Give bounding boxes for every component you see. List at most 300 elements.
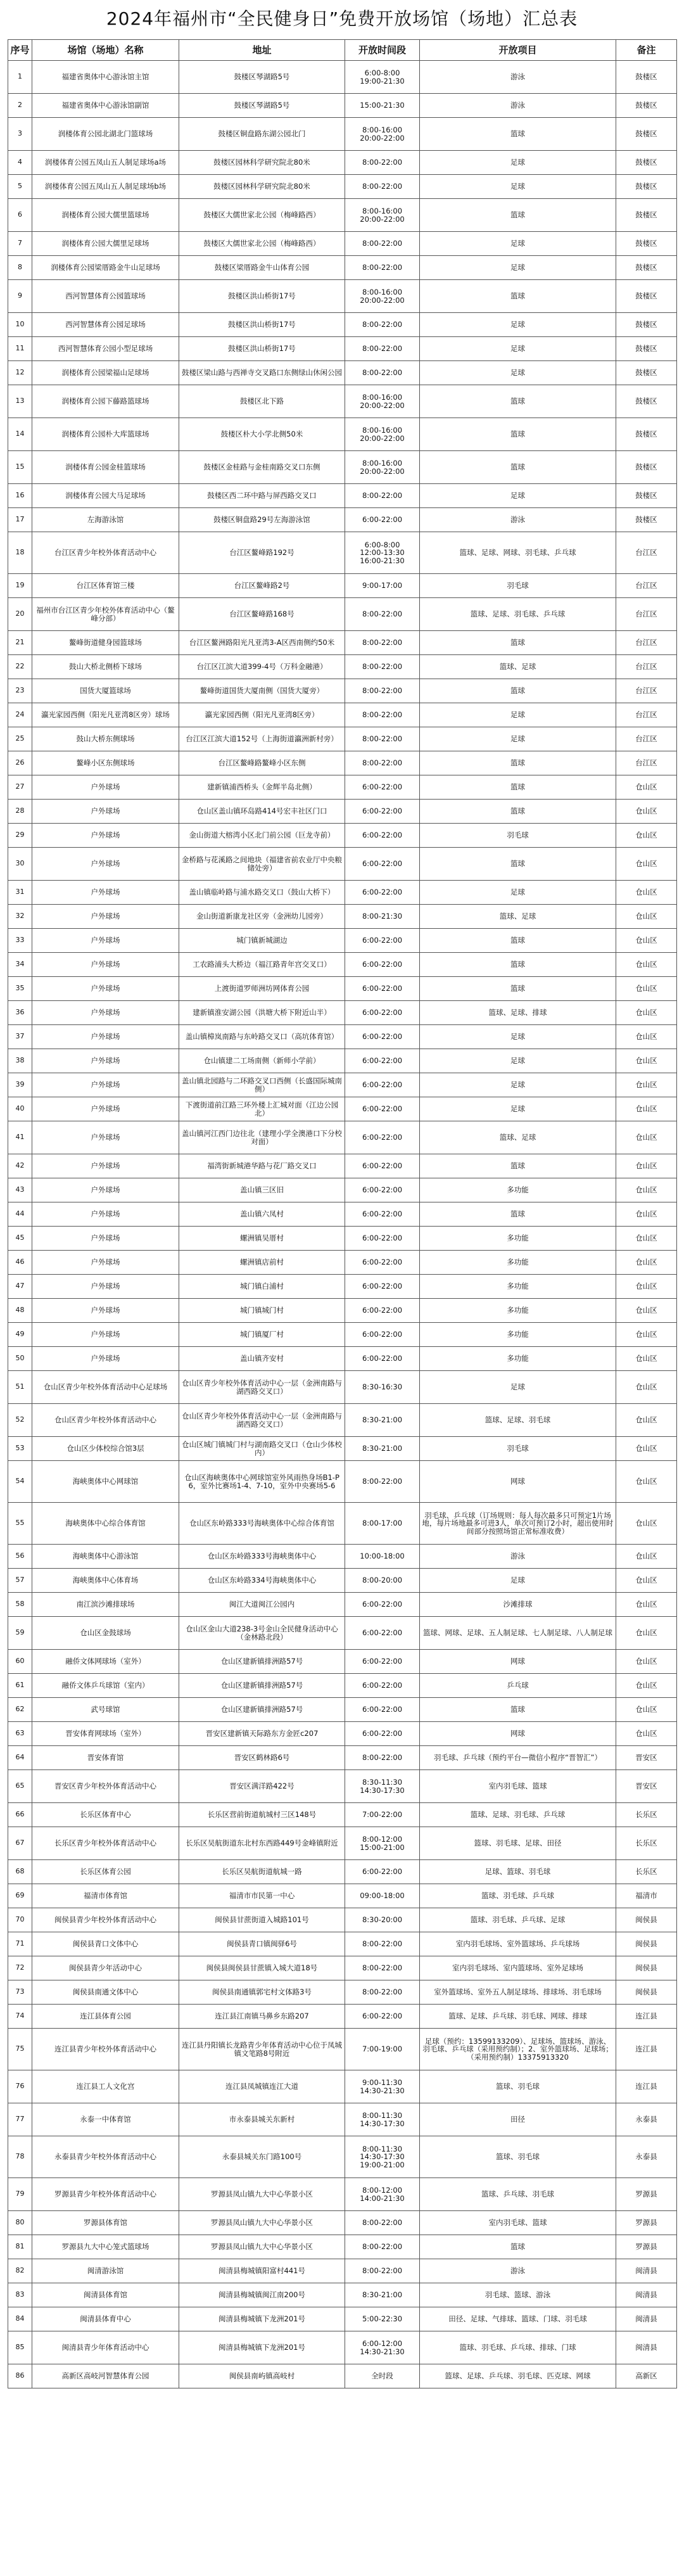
cell-open-hours: 8:00-16:00 20:00-22:00 (345, 199, 420, 232)
cell-venue-name: 罗源县体育馆 (32, 2211, 179, 2235)
cell-open-items: 网球 (420, 1650, 616, 1674)
cell-no: 4 (8, 151, 32, 175)
cell-address: 市永泰县城关东新村 (179, 2103, 345, 2136)
cell-venue-name: 户外球场 (32, 848, 179, 881)
table-header-row (8, 40, 677, 61)
cell-no: 70 (8, 1908, 32, 1932)
table-row (8, 2283, 677, 2307)
cell-address: 连江县凤城镇连江大道 (179, 2070, 345, 2103)
cell-no: 9 (8, 280, 32, 313)
cell-address: 上渡街道罗师洲坊网体育公园 (179, 977, 345, 1001)
table-row (8, 2364, 677, 2388)
cell-open-items: 足球 (420, 727, 616, 751)
cell-open-hours: 8:30-21:00 (345, 1437, 420, 1461)
cell-open-hours: 8:30-11:30 14:30-17:30 (345, 1770, 420, 1803)
cell-no: 13 (8, 385, 32, 418)
cell-no: 53 (8, 1437, 32, 1461)
cell-venue-name: 长乐区体育公园 (32, 1860, 179, 1884)
cell-open-hours: 8:00-16:00 20:00-22:00 (345, 451, 420, 484)
cell-venue-name: 鼓山大桥东侧球场 (32, 727, 179, 751)
cell-open-hours: 8:00-22:00 (345, 2211, 420, 2235)
cell-note: 鼓楼区 (616, 484, 677, 508)
cell-no: 69 (8, 1884, 32, 1908)
table-row (8, 385, 677, 418)
cell-no: 74 (8, 2005, 32, 2029)
cell-open-hours: 6:00-22:00 (345, 1674, 420, 1698)
cell-venue-name: 融侨文体乒乓球馆（室内） (32, 1674, 179, 1698)
cell-open-items: 篮球 (420, 451, 616, 484)
cell-open-items: 篮球、足球、羽毛球、乒乓球 (420, 1803, 616, 1827)
cell-open-items: 足球 (420, 703, 616, 727)
cell-venue-name: 罗源县九大中心笼式篮球场 (32, 2235, 179, 2259)
cell-note: 鼓楼区 (616, 280, 677, 313)
cell-no: 65 (8, 1770, 32, 1803)
cell-address: 鼓楼区金桂路与金桂南路交叉口东侧 (179, 451, 345, 484)
cell-open-hours: 8:00-12:00 15:00-21:00 (345, 1827, 420, 1860)
cell-no: 40 (8, 1097, 32, 1121)
table-row (8, 1227, 677, 1251)
table-row (8, 418, 677, 451)
cell-open-items: 篮球 (420, 775, 616, 800)
cell-address: 福湾街新城港华路与花厂路交叉口 (179, 1154, 345, 1178)
cell-no: 15 (8, 451, 32, 484)
cell-open-hours: 6:00-22:00 (345, 953, 420, 977)
cell-address: 闽侯县南通镇郭宅村文体路3号 (179, 1980, 345, 2005)
cell-venue-name: 户外球场 (32, 905, 179, 929)
cell-address: 鼓楼区西二环中路与屏西路交叉口 (179, 484, 345, 508)
cell-open-hours: 8:00-22:00 (345, 151, 420, 175)
cell-open-items: 多功能 (420, 1347, 616, 1371)
cell-note: 鼓楼区 (616, 313, 677, 337)
cell-note: 仓山区 (616, 1674, 677, 1698)
cell-venue-name: 武号球馆 (32, 1698, 179, 1722)
cell-open-items: 室内羽毛球场、室外篮球场、乒乓球场 (420, 1932, 616, 1956)
cell-no: 46 (8, 1251, 32, 1275)
cell-note: 闽侯县 (616, 1980, 677, 2005)
cell-open-items: 足球、篮球、羽毛球 (420, 1860, 616, 1884)
cell-open-items: 篮球 (420, 953, 616, 977)
table-row (8, 313, 677, 337)
table-row (8, 848, 677, 881)
cell-no: 11 (8, 337, 32, 361)
cell-venue-name: 闽侯县青少年校外体育活动中心 (32, 1908, 179, 1932)
cell-no: 79 (8, 2178, 32, 2211)
cell-no: 26 (8, 751, 32, 775)
cell-open-items: 篮球、足球、乒乓球、羽毛球、网球、排球 (420, 2005, 616, 2029)
cell-open-hours: 7:00-22:00 (345, 1803, 420, 1827)
cell-note: 仓山区 (616, 1569, 677, 1593)
cell-venue-name: 南江滨沙滩排球场 (32, 1593, 179, 1617)
table-row (8, 775, 677, 800)
cell-venue-name: 闽侯县青口文体中心 (32, 1932, 179, 1956)
table-row (8, 2307, 677, 2331)
cell-open-hours: 8:00-22:00 (345, 679, 420, 703)
cell-open-items: 室内羽毛球场、室内篮球场、室外足球场 (420, 1956, 616, 1980)
cell-no: 67 (8, 1827, 32, 1860)
cell-address: 城门镇城门村 (179, 1299, 345, 1323)
cell-open-items: 足球 (420, 881, 616, 905)
cell-venue-name: 户外球场 (32, 1025, 179, 1049)
cell-no: 66 (8, 1803, 32, 1827)
cell-venue-name: 仓山区青少年校外体育活动中心足球场 (32, 1371, 179, 1404)
cell-venue-name: 台江区体育馆三楼 (32, 574, 179, 598)
cell-note: 仓山区 (616, 800, 677, 824)
cell-open-hours: 8:00-22:00 (345, 703, 420, 727)
table-row (8, 256, 677, 280)
table-row (8, 2211, 677, 2235)
table-row (8, 1251, 677, 1275)
cell-open-items: 游泳 (420, 1545, 616, 1569)
cell-open-hours: 6:00-22:00 (345, 1025, 420, 1049)
cell-note: 福清市 (616, 1884, 677, 1908)
cell-note: 鼓楼区 (616, 256, 677, 280)
cell-address: 永泰县城关东门路100号 (179, 2136, 345, 2178)
cell-open-items: 篮球 (420, 800, 616, 824)
cell-open-hours: 8:30-21:00 (345, 2283, 420, 2307)
cell-open-items: 沙滩排球 (420, 1593, 616, 1617)
cell-no: 36 (8, 1001, 32, 1025)
cell-note: 仓山区 (616, 848, 677, 881)
header-open-items: 开放项目 (420, 40, 616, 61)
cell-venue-name: 户外球场 (32, 800, 179, 824)
cell-venue-name: 润楼体育公园大儒里篮球场 (32, 199, 179, 232)
cell-no: 21 (8, 631, 32, 655)
cell-no: 39 (8, 1073, 32, 1097)
cell-no: 18 (8, 532, 32, 574)
cell-open-items: 羽毛球、乒乓球（预约平台—微信小程序“晋智汇”） (420, 1746, 616, 1770)
cell-venue-name: 长乐区体育中心 (32, 1803, 179, 1827)
cell-note: 罗源县 (616, 2235, 677, 2259)
cell-note: 仓山区 (616, 881, 677, 905)
cell-open-hours: 6:00-22:00 (345, 1202, 420, 1227)
cell-address: 鼓楼区琴湖路5号 (179, 61, 345, 94)
cell-address: 鼓楼区梁厝路金牛山体育公园 (179, 256, 345, 280)
table-row (8, 574, 677, 598)
cell-note: 鼓楼区 (616, 61, 677, 94)
cell-note: 仓山区 (616, 1001, 677, 1025)
cell-venue-name: 西河智慧体育公园小型足球场 (32, 337, 179, 361)
cell-open-items: 篮球 (420, 929, 616, 953)
cell-open-items: 足球 (420, 1025, 616, 1049)
cell-venue-name: 西河智慧体育公园足球场 (32, 313, 179, 337)
table-row (8, 598, 677, 631)
table-row (8, 1545, 677, 1569)
cell-note: 台江区 (616, 727, 677, 751)
cell-address: 下渡街道前江路三环外楼上汇城对面（江边公园北） (179, 1097, 345, 1121)
cell-note: 仓山区 (616, 1227, 677, 1251)
cell-note: 鼓楼区 (616, 508, 677, 532)
cell-venue-name: 户外球场 (32, 977, 179, 1001)
cell-no: 64 (8, 1746, 32, 1770)
cell-venue-name: 长乐区青少年校外体育活动中心 (32, 1827, 179, 1860)
cell-open-hours: 6:00-22:00 (345, 1722, 420, 1746)
cell-address: 鼓楼区洪山桥街17号 (179, 313, 345, 337)
cell-no: 41 (8, 1121, 32, 1154)
cell-note: 仓山区 (616, 977, 677, 1001)
cell-open-items: 篮球 (420, 631, 616, 655)
cell-note: 仓山区 (616, 1097, 677, 1121)
cell-no: 78 (8, 2136, 32, 2178)
cell-note: 罗源县 (616, 2178, 677, 2211)
cell-address: 仓山区城门镇城门村与湖南路交叉口（仓山少体校内） (179, 1437, 345, 1461)
cell-open-hours: 10:00-18:00 (345, 1545, 420, 1569)
cell-open-items: 篮球、足球、羽毛球、乒乓球 (420, 598, 616, 631)
cell-note: 鼓楼区 (616, 418, 677, 451)
cell-open-items: 足球 (420, 151, 616, 175)
table-row (8, 2259, 677, 2283)
cell-no: 63 (8, 1722, 32, 1746)
cell-note: 仓山区 (616, 1178, 677, 1202)
cell-address: 仓山区东岭路333号海峡奥体中心综合体育馆 (179, 1503, 345, 1545)
cell-open-hours: 6:00-22:00 (345, 1001, 420, 1025)
cell-address: 鼓楼区园林科学研究院北80米 (179, 175, 345, 199)
cell-note: 鼓楼区 (616, 151, 677, 175)
cell-venue-name: 鼓山大桥北侧桥下球场 (32, 655, 179, 679)
cell-address: 闽清县梅城镇闽江南200号 (179, 2283, 345, 2307)
cell-open-hours: 8:00-16:00 20:00-22:00 (345, 385, 420, 418)
cell-address: 盖山镇三区旧 (179, 1178, 345, 1202)
cell-address: 福清市市民第一中心 (179, 1884, 345, 1908)
cell-address: 长乐区吴航街道航城一路 (179, 1860, 345, 1884)
table-row (8, 2136, 677, 2178)
cell-note: 仓山区 (616, 1722, 677, 1746)
cell-note: 晋安区 (616, 1746, 677, 1770)
cell-address: 闽清县梅城镇下龙洲201号 (179, 2307, 345, 2331)
cell-venue-name: 户外球场 (32, 1073, 179, 1097)
cell-open-items: 室内羽毛球、篮球 (420, 1770, 616, 1803)
cell-open-hours: 8:00-22:00 (345, 361, 420, 385)
cell-address: 盖山镇临岭路与浦水路交叉口（鼓山大桥下） (179, 881, 345, 905)
cell-venue-name: 户外球场 (32, 1154, 179, 1178)
table-row (8, 1097, 677, 1121)
table-row (8, 1437, 677, 1461)
cell-no: 81 (8, 2235, 32, 2259)
table-row (8, 1503, 677, 1545)
cell-open-hours: 全时段 (345, 2364, 420, 2388)
table-row (8, 2235, 677, 2259)
cell-address: 金山街道新康龙社区旁（金洲幼儿园旁） (179, 905, 345, 929)
cell-open-hours: 6:00-22:00 (345, 1650, 420, 1674)
cell-open-items: 田径 (420, 2103, 616, 2136)
cell-address: 鼓楼区琴湖路5号 (179, 94, 345, 118)
cell-address: 台江区江滨大道399-4号（万科金融港） (179, 655, 345, 679)
cell-address: 闽清县梅城镇阳富村441号 (179, 2259, 345, 2283)
cell-no: 57 (8, 1569, 32, 1593)
table-row (8, 280, 677, 313)
cell-open-items: 篮球、足球 (420, 905, 616, 929)
cell-note: 闽清县 (616, 2331, 677, 2364)
cell-open-hours: 8:00-22:00 (345, 1461, 420, 1503)
cell-venue-name: 润楼体育公园北湖北门篮球场 (32, 118, 179, 151)
cell-open-hours: 6:00-22:00 (345, 800, 420, 824)
table-row (8, 1001, 677, 1025)
table-row (8, 1746, 677, 1770)
cell-venue-name: 海峡奥体中心网球馆 (32, 1461, 179, 1503)
cell-note: 鼓楼区 (616, 175, 677, 199)
cell-no: 12 (8, 361, 32, 385)
cell-address: 鼓楼区铜盘路29号左海游泳馆 (179, 508, 345, 532)
cell-open-hours: 8:00-16:00 20:00-22:00 (345, 280, 420, 313)
cell-venue-name: 晋安区青少年校外体育活动中心 (32, 1770, 179, 1803)
cell-venue-name: 融侨文体网球场（室外） (32, 1650, 179, 1674)
cell-open-items: 篮球、羽毛球、乒乓球、排球、门球 (420, 2331, 616, 2364)
table-row (8, 1323, 677, 1347)
cell-venue-name: 晋安体育网球场（室外） (32, 1722, 179, 1746)
cell-open-hours: 8:00-16:00 20:00-22:00 (345, 118, 420, 151)
table-row (8, 2178, 677, 2211)
cell-address: 鼓楼区大儒世家北公园（梅峰路西） (179, 199, 345, 232)
cell-open-hours: 6:00-22:00 (345, 1121, 420, 1154)
table-row (8, 1299, 677, 1323)
cell-no: 23 (8, 679, 32, 703)
table-row (8, 94, 677, 118)
cell-open-items: 足球 (420, 1097, 616, 1121)
table-row (8, 337, 677, 361)
table-row (8, 199, 677, 232)
cell-venue-name: 海峡奥体中心综合体育馆 (32, 1503, 179, 1545)
cell-venue-name: 户外球场 (32, 1178, 179, 1202)
cell-address: 仓山区东岭路334号海峡奥体中心 (179, 1569, 345, 1593)
table-row (8, 2005, 677, 2029)
cell-open-items: 篮球、羽毛球、足球、田径 (420, 1827, 616, 1860)
table-row (8, 532, 677, 574)
cell-open-items: 篮球 (420, 280, 616, 313)
cell-open-items: 多功能 (420, 1227, 616, 1251)
cell-open-hours: 8:00-22:00 (345, 1932, 420, 1956)
cell-no: 86 (8, 2364, 32, 2388)
cell-venue-name: 润楼体育公园梁福山足球场 (32, 361, 179, 385)
table-row (8, 2103, 677, 2136)
cell-open-items: 篮球、羽毛球、乒乓球 (420, 1884, 616, 1908)
cell-note: 晋安区 (616, 1770, 677, 1803)
cell-no: 35 (8, 977, 32, 1001)
cell-note: 台江区 (616, 574, 677, 598)
cell-open-items: 室内羽毛球、篮球 (420, 2211, 616, 2235)
cell-note: 连江县 (616, 2029, 677, 2070)
cell-open-items: 羽毛球 (420, 1437, 616, 1461)
cell-address: 仓山镇建二工场南侧（新师小学前） (179, 1049, 345, 1073)
table-row (8, 1461, 677, 1503)
cell-note: 鼓楼区 (616, 361, 677, 385)
cell-no: 48 (8, 1299, 32, 1323)
cell-open-items: 羽毛球 (420, 824, 616, 848)
cell-open-items: 篮球 (420, 118, 616, 151)
cell-note: 仓山区 (616, 929, 677, 953)
cell-no: 34 (8, 953, 32, 977)
cell-note: 永泰县 (616, 2136, 677, 2178)
table-row (8, 451, 677, 484)
cell-note: 仓山区 (616, 905, 677, 929)
cell-open-items: 足球 (420, 313, 616, 337)
cell-address: 鼓楼区铜盘路东湖公园北门 (179, 118, 345, 151)
cell-address: 台江区鳌峰路鳌峰小区东侧 (179, 751, 345, 775)
cell-open-items: 田径、足球、气排球、篮球、门球、羽毛球 (420, 2307, 616, 2331)
table-row (8, 2070, 677, 2103)
cell-open-hours: 8:00-22:00 (345, 598, 420, 631)
cell-open-hours: 6:00-22:00 (345, 1154, 420, 1178)
cell-open-hours: 6:00-22:00 (345, 508, 420, 532)
cell-note: 鼓楼区 (616, 385, 677, 418)
cell-venue-name: 福清市体育馆 (32, 1884, 179, 1908)
cell-open-items: 篮球 (420, 751, 616, 775)
cell-venue-name: 西河智慧体育公园篮球场 (32, 280, 179, 313)
cell-no: 56 (8, 1545, 32, 1569)
cell-no: 2 (8, 94, 32, 118)
cell-note: 台江区 (616, 751, 677, 775)
table-body (8, 61, 677, 2388)
cell-open-hours: 6:00-22:00 (345, 1227, 420, 1251)
cell-venue-name: 闽清县体育馆 (32, 2283, 179, 2307)
cell-venue-name: 户外球场 (32, 1001, 179, 1025)
table-row (8, 1884, 677, 1908)
cell-venue-name: 户外球场 (32, 1121, 179, 1154)
cell-open-hours: 8:00-22:00 (345, 2235, 420, 2259)
table-row (8, 1980, 677, 2005)
table-row (8, 1698, 677, 1722)
cell-note: 仓山区 (616, 1251, 677, 1275)
cell-venue-name: 瀛光家园西侧（阳光凡亚湾8区旁）球场 (32, 703, 179, 727)
cell-open-items: 足球 (420, 337, 616, 361)
cell-open-items: 篮球 (420, 418, 616, 451)
cell-address: 盖山镇北园路与二环路交叉口西侧（长盛国际城南侧） (179, 1073, 345, 1097)
cell-no: 28 (8, 800, 32, 824)
table-row (8, 1617, 677, 1650)
cell-open-items: 游泳 (420, 94, 616, 118)
cell-open-items: 篮球 (420, 977, 616, 1001)
cell-venue-name: 户外球场 (32, 1251, 179, 1275)
cell-note: 仓山区 (616, 1347, 677, 1371)
cell-note: 仓山区 (616, 1049, 677, 1073)
cell-no: 73 (8, 1980, 32, 2005)
cell-open-hours: 9:00-17:00 (345, 574, 420, 598)
cell-open-items: 足球 (420, 175, 616, 199)
table-row (8, 751, 677, 775)
cell-venue-name: 润楼体育公园金桂篮球场 (32, 451, 179, 484)
cell-open-hours: 8:00-22:00 (345, 727, 420, 751)
table-row (8, 655, 677, 679)
cell-address: 闽江大道闽江公园内 (179, 1593, 345, 1617)
cell-note: 连江县 (616, 2070, 677, 2103)
cell-open-items: 多功能 (420, 1178, 616, 1202)
cell-address: 闽侯县青口镇闽驿6号 (179, 1932, 345, 1956)
cell-open-hours: 6:00-22:00 (345, 1073, 420, 1097)
cell-open-hours: 8:00-22:00 (345, 175, 420, 199)
cell-no: 50 (8, 1347, 32, 1371)
cell-open-hours: 8:00-11:30 14:30-17:30 19:00-21:00 (345, 2136, 420, 2178)
table-row (8, 929, 677, 953)
cell-venue-name: 润楼体育公园大马足球场 (32, 484, 179, 508)
cell-venue-name: 晋安体育馆 (32, 1746, 179, 1770)
cell-note: 闽清县 (616, 2307, 677, 2331)
cell-venue-name: 户外球场 (32, 1202, 179, 1227)
cell-venue-name: 户外球场 (32, 1347, 179, 1371)
cell-no: 8 (8, 256, 32, 280)
cell-no: 84 (8, 2307, 32, 2331)
cell-open-hours: 6:00-22:00 (345, 2005, 420, 2029)
cell-no: 54 (8, 1461, 32, 1503)
cell-open-items: 游泳 (420, 61, 616, 94)
cell-no: 6 (8, 199, 32, 232)
cell-no: 29 (8, 824, 32, 848)
cell-address: 仓山区建新镇排洲路57号 (179, 1650, 345, 1674)
cell-venue-name: 户外球场 (32, 1299, 179, 1323)
table-row (8, 1827, 677, 1860)
cell-open-hours: 6:00-22:00 (345, 1299, 420, 1323)
table-row (8, 175, 677, 199)
cell-no: 80 (8, 2211, 32, 2235)
cell-note: 鼓楼区 (616, 118, 677, 151)
cell-venue-name: 永泰一中体育馆 (32, 2103, 179, 2136)
